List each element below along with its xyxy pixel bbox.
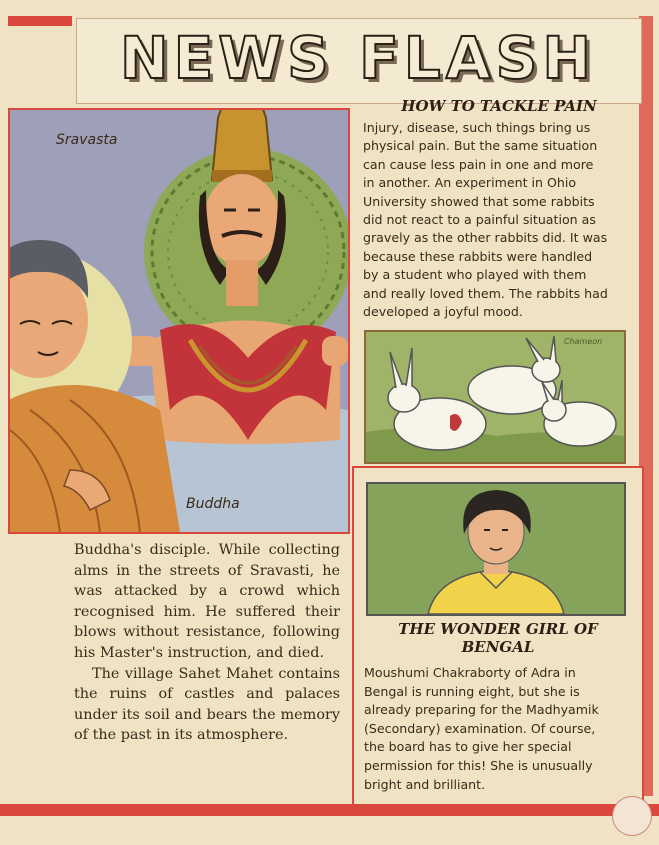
story-paragraph-1: Buddha's disciple. While collecting alms in the streets of Sravasti, he was attacked by a crowd which recognised him. He suffered their blows without resistance, following his Master's instruction, and died. bbox=[74, 542, 340, 661]
wonder-girl-body bbox=[364, 664, 634, 794]
girl-line: already preparing for the Madhyamik bbox=[364, 702, 599, 718]
pain-line: Injury, disease, such things bring us bbox=[363, 120, 591, 135]
artist-signature: Chameon bbox=[564, 337, 603, 346]
pain-article-body bbox=[363, 119, 635, 321]
red-border-top bbox=[8, 16, 72, 26]
wonder-headline-line2: BENGAL bbox=[461, 638, 535, 656]
masthead-title: NEWS FLASH bbox=[120, 24, 596, 92]
pain-line: physical pain. But the same situation bbox=[363, 138, 598, 154]
pain-headline: HOW TO TACKLE PAIN bbox=[401, 97, 597, 115]
wonder-girl-headline bbox=[360, 620, 636, 656]
rabbit-illustration-art bbox=[366, 332, 624, 462]
girl-line: (Secondary) examination. Of course, bbox=[364, 720, 596, 736]
pain-line: University showed that some rabbits bbox=[363, 193, 595, 209]
pain-line: did not react to a painful situation as bbox=[363, 212, 596, 228]
library-stamp bbox=[612, 796, 652, 836]
pain-line: because these rabbits were handled bbox=[363, 248, 593, 264]
girl-line: the board has to give her special bbox=[364, 739, 572, 755]
rabbit-illustration bbox=[364, 330, 626, 464]
pain-line: and really loved them. The rabbits had bbox=[363, 285, 608, 301]
pain-line: can cause less pain in one and more bbox=[363, 156, 594, 172]
wonder-headline-line1: THE WONDER GIRL OF bbox=[398, 620, 598, 638]
label-buddha: Buddha bbox=[186, 496, 240, 512]
pain-line: by a student who played with them bbox=[363, 267, 587, 283]
girl-line: Bengal is running eight, but she is bbox=[364, 683, 580, 699]
girl-line: bright and brilliant. bbox=[364, 776, 486, 792]
continued-story bbox=[74, 540, 340, 746]
girl-illustration-art bbox=[368, 484, 624, 614]
girl-illustration bbox=[366, 482, 626, 616]
girl-line: Moushumi Chakraborty of Adra in bbox=[364, 665, 576, 680]
girl-line: permission for this! She is unusually bbox=[364, 757, 593, 773]
buddha-illustration-art bbox=[10, 110, 348, 532]
pain-line: in another. An experiment in Ohio bbox=[363, 175, 577, 191]
pain-line: gravely as the other rabbits did. It was bbox=[363, 230, 608, 246]
label-sravasta: Sravasta bbox=[56, 132, 118, 148]
story-paragraph-2: The village Sahet Mahet contains the ruins of castles and palaces under its soil and bears the memory of the past in its atmosphere. bbox=[74, 665, 340, 744]
buddha-illustration bbox=[8, 108, 350, 534]
pain-line: developed a joyful mood. bbox=[363, 304, 523, 320]
